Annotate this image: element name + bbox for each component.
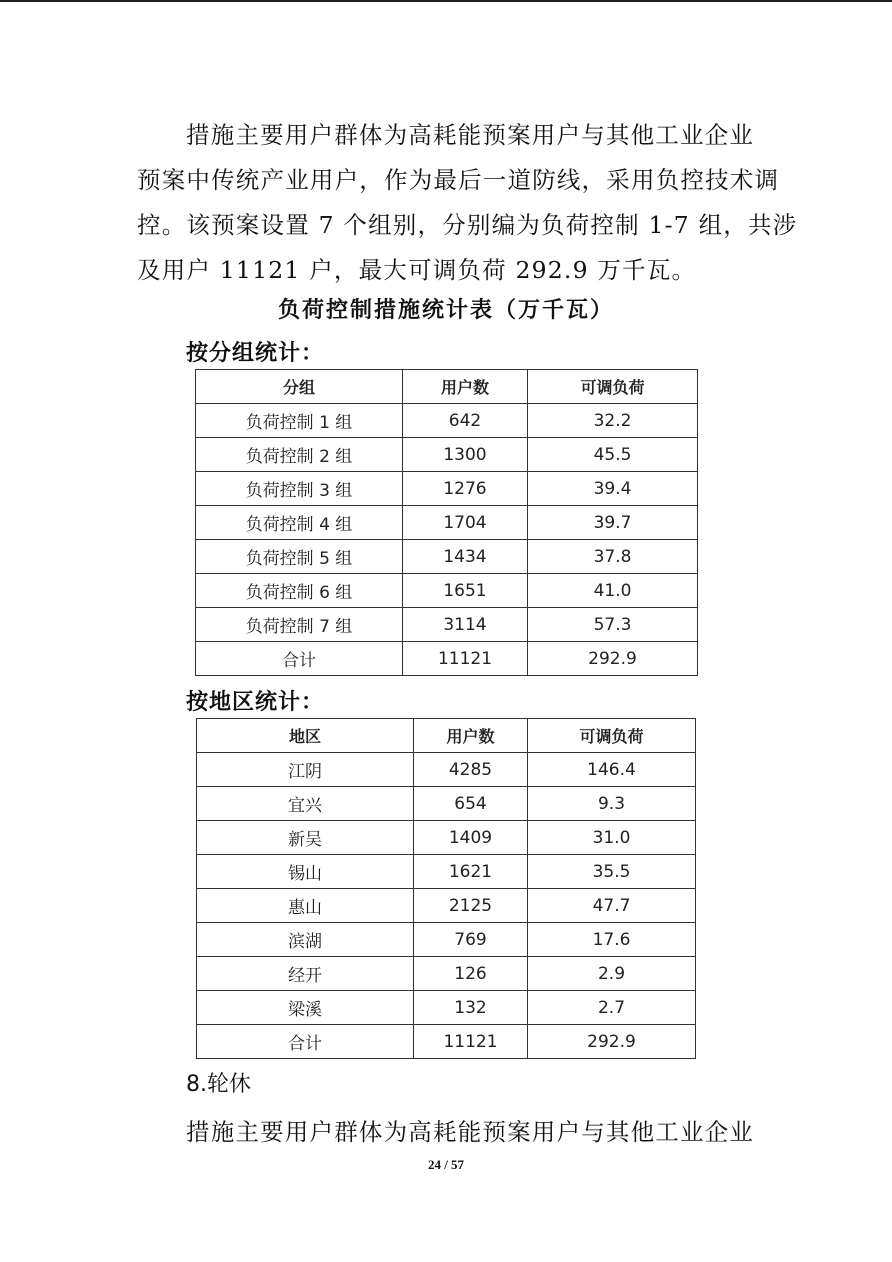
table-cell: 1651	[403, 574, 528, 608]
table-cell: 126	[414, 957, 528, 991]
table-cell: 梁溪	[197, 991, 414, 1025]
table-row	[196, 472, 698, 506]
table-cell: 负荷控制 7 组	[196, 608, 403, 642]
region-stats-heading: 按地区统计：	[186, 690, 325, 715]
table-cell: 57.3	[528, 608, 698, 642]
total-row	[196, 642, 698, 676]
table-cell: 39.7	[528, 506, 698, 540]
table-row	[197, 991, 696, 1025]
table-cell: 负荷控制 5 组	[196, 540, 403, 574]
table-cell: 合计	[197, 1025, 414, 1059]
table-row	[196, 540, 698, 574]
table-cell: 31.0	[528, 821, 696, 855]
table-row	[196, 608, 698, 642]
group-stats-heading: 按分组统计：	[186, 341, 325, 366]
table-cell: 负荷控制 1 组	[196, 404, 403, 438]
column-header: 分组	[196, 370, 403, 404]
table-cell: 合计	[196, 642, 403, 676]
table-cell: 3114	[403, 608, 528, 642]
table-cell: 2.7	[528, 991, 696, 1025]
table-caption: 负荷控制措施统计表（万千瓦）	[277, 298, 614, 323]
table-cell: 292.9	[528, 1025, 696, 1059]
section-8-heading: 8.轮休	[186, 1072, 251, 1097]
table-cell: 负荷控制 4 组	[196, 506, 403, 540]
table-header-row	[197, 719, 696, 753]
column-header: 可调负荷	[528, 370, 698, 404]
table-cell: 132	[414, 991, 528, 1025]
table-cell: 1704	[403, 506, 528, 540]
table-row	[196, 438, 698, 472]
group-stats-table	[195, 369, 698, 676]
table-cell: 惠山	[197, 889, 414, 923]
table-cell: 负荷控制 2 组	[196, 438, 403, 472]
paragraph-line: 及用户 11121 户，最大可调负荷 292.9 万千瓦。	[137, 256, 697, 284]
table-cell: 1409	[414, 821, 528, 855]
table-cell: 39.4	[528, 472, 698, 506]
table-cell: 1276	[403, 472, 528, 506]
table-row	[197, 753, 696, 787]
table-cell: 新吴	[197, 821, 414, 855]
table-cell: 146.4	[528, 753, 696, 787]
table-cell: 负荷控制 6 组	[196, 574, 403, 608]
table-row	[197, 923, 696, 957]
table-cell: 35.5	[528, 855, 696, 889]
column-header: 用户数	[403, 370, 528, 404]
total-row	[197, 1025, 696, 1059]
table-cell: 11121	[403, 642, 528, 676]
column-header: 地区	[197, 719, 414, 753]
table-row	[197, 889, 696, 923]
table-cell: 经开	[197, 957, 414, 991]
table-cell: 17.6	[528, 923, 696, 957]
table-cell: 1621	[414, 855, 528, 889]
table-cell: 32.2	[528, 404, 698, 438]
paragraph-line: 控。该预案设置 7 个组别，分别编为负荷控制 1-7 组，共涉	[137, 211, 798, 239]
region-stats-table	[196, 718, 696, 1059]
table-cell: 292.9	[528, 642, 698, 676]
table-cell: 9.3	[528, 787, 696, 821]
section-8-first-line: 措施主要用户群体为高耗能预案用户与其他工业企业	[186, 1118, 755, 1146]
table-row	[196, 506, 698, 540]
table-cell: 45.5	[528, 438, 698, 472]
table-cell: 江阴	[197, 753, 414, 787]
table-row	[197, 957, 696, 991]
table-cell: 1300	[403, 438, 528, 472]
table-cell: 2.9	[528, 957, 696, 991]
table-cell: 654	[414, 787, 528, 821]
table-cell: 41.0	[528, 574, 698, 608]
table-cell: 滨湖	[197, 923, 414, 957]
table-cell: 769	[414, 923, 528, 957]
table-row	[196, 404, 698, 438]
table-row	[197, 787, 696, 821]
table-cell: 负荷控制 3 组	[196, 472, 403, 506]
top-border-rule	[0, 0, 892, 2]
table-cell: 11121	[414, 1025, 528, 1059]
table-header-row	[196, 370, 698, 404]
table-cell: 宜兴	[197, 787, 414, 821]
column-header: 可调负荷	[528, 719, 696, 753]
table-row	[197, 821, 696, 855]
table-cell: 锡山	[197, 855, 414, 889]
paragraph-line: 预案中传统产业用户，作为最后一道防线，采用负控技术调	[137, 166, 780, 194]
table-cell: 1434	[403, 540, 528, 574]
page-number: 24 / 57	[427, 1157, 465, 1172]
paragraph-line: 措施主要用户群体为高耗能预案用户与其他工业企业	[186, 121, 755, 149]
table-cell: 2125	[414, 889, 528, 923]
table-row	[196, 574, 698, 608]
table-cell: 37.8	[528, 540, 698, 574]
table-row	[197, 855, 696, 889]
table-cell: 47.7	[528, 889, 696, 923]
column-header: 用户数	[414, 719, 528, 753]
table-cell: 4285	[414, 753, 528, 787]
table-cell: 642	[403, 404, 528, 438]
